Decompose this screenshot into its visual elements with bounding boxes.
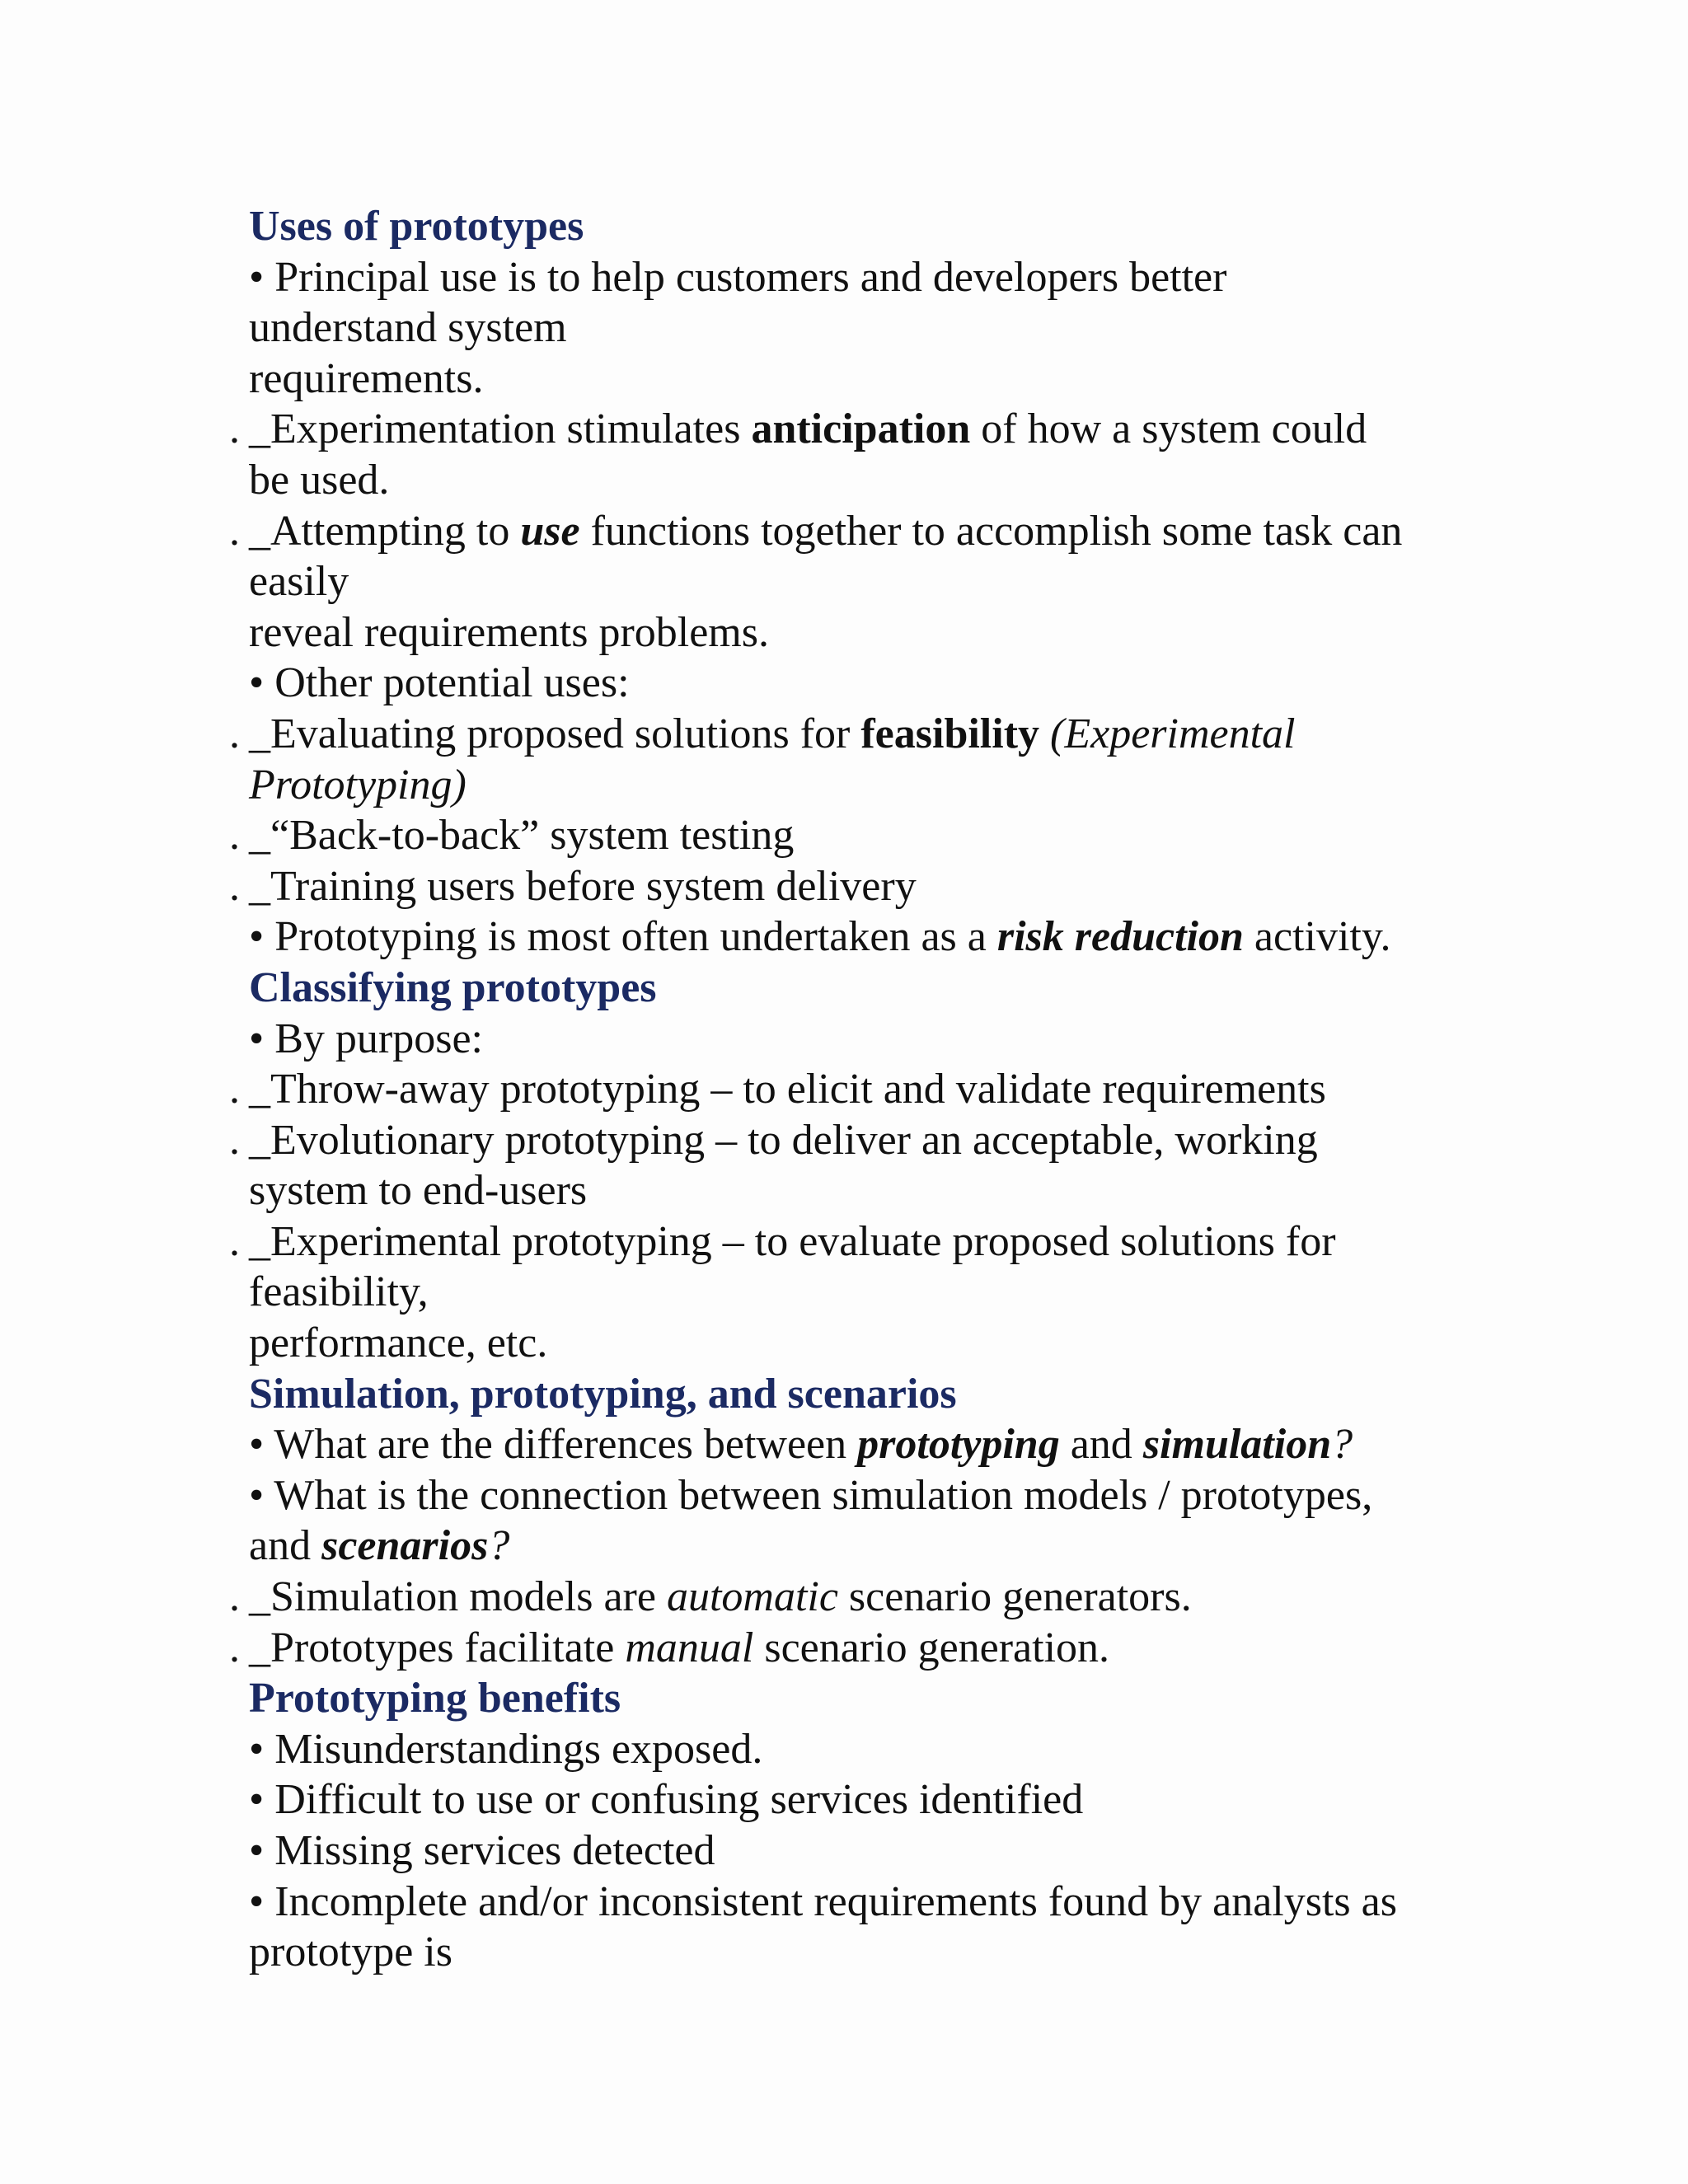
plain-text: reveal requirements problems. <box>249 608 769 656</box>
italic-text: Prototyping) <box>249 761 467 808</box>
text-line <box>249 1521 1452 1572</box>
emphasis-text: scenarios <box>321 1522 489 1570</box>
plain-text: requirements. <box>249 354 484 402</box>
list-marker: . <box>229 1217 240 1265</box>
text-line <box>229 1064 1452 1115</box>
text-line <box>249 760 1452 811</box>
text-line <box>249 1165 1452 1216</box>
plain-text: performance, etc. <box>249 1319 548 1367</box>
text-line <box>229 404 1452 455</box>
italic-text: ? <box>488 1522 510 1570</box>
list-marker: . <box>229 1116 240 1164</box>
text-line <box>249 1419 1452 1470</box>
plain-text: _“Back-to-back” system testing <box>249 812 795 860</box>
plain-text: • Principal use is to help customers and developers better <box>249 253 1227 301</box>
list-marker: . <box>229 507 240 555</box>
text-line <box>229 1572 1452 1623</box>
text-line <box>229 1623 1452 1674</box>
text-line <box>249 1877 1452 1928</box>
plain-text: system to end-users <box>249 1167 588 1215</box>
text-line <box>229 861 1452 912</box>
text-line <box>249 252 1452 303</box>
text-line <box>229 709 1452 760</box>
plain-text: • What is the connection between simulation models / prototypes, <box>249 1471 1373 1519</box>
section-heading: Classifying prototypes <box>249 963 657 1011</box>
list-marker: . <box>229 1066 240 1113</box>
bold-italic-span <box>321 1522 488 1569</box>
section <box>229 201 1452 963</box>
plain-text <box>1039 710 1050 757</box>
text-line <box>249 1318 1452 1369</box>
section-heading: Simulation, prototyping, and scenarios <box>249 1370 957 1418</box>
bold-italic-span <box>997 913 1244 960</box>
text-line <box>249 1014 1452 1065</box>
bold-italic-span <box>857 1421 1060 1468</box>
bold-text: anticipation <box>751 405 971 453</box>
bold-italic-span <box>520 508 579 555</box>
text-line <box>229 1216 1452 1268</box>
text-line <box>249 1774 1452 1825</box>
plain-text: activity. <box>1243 913 1391 961</box>
text-line <box>249 912 1452 963</box>
plain-text: easily <box>249 558 349 606</box>
section <box>249 1673 1452 1978</box>
text-line <box>249 354 1452 405</box>
plain-text: understand system <box>249 304 567 352</box>
plain-text: _Training users before system delivery <box>249 862 917 910</box>
plain-text: prototype is <box>249 1929 452 1976</box>
plain-text: _Throw-away prototyping – to elicit and validate requirements <box>249 1066 1326 1113</box>
bold-italic-span <box>1143 1421 1331 1468</box>
section <box>229 1369 1452 1674</box>
text-line <box>249 302 1452 354</box>
list-marker: . <box>229 862 240 910</box>
text-line <box>249 1267 1452 1318</box>
plain-text: functions together to accomplish some task can <box>579 507 1403 555</box>
plain-text: • Misunderstandings exposed. <box>249 1725 763 1773</box>
text-line <box>229 810 1452 861</box>
plain-text: • Missing services detected <box>249 1827 715 1874</box>
emphasis-text: use <box>520 507 580 555</box>
section <box>229 963 1452 1369</box>
italic-text: automatic <box>666 1573 838 1621</box>
text-line <box>249 1724 1452 1775</box>
plain-text: _Evolutionary prototyping – to deliver an acceptable, working <box>249 1116 1318 1164</box>
plain-text: and <box>1059 1421 1143 1469</box>
text-line <box>249 607 1452 658</box>
plain-text: _Experimentation stimulates <box>249 405 752 453</box>
bold-text: feasibility <box>860 710 1040 757</box>
emphasis-text: prototyping <box>857 1421 1060 1469</box>
list-marker: . <box>229 710 240 757</box>
plain-text: scenario generators. <box>837 1573 1192 1621</box>
plain-text: • Incomplete and/or inconsistent requirements found by analysts as <box>249 1877 1397 1925</box>
italic-text: manual <box>625 1624 754 1671</box>
plain-text: be used. <box>249 456 390 504</box>
plain-text: • Other potential uses: <box>249 659 630 707</box>
plain-text: feasibility, <box>249 1268 429 1316</box>
text-line <box>249 1470 1452 1521</box>
list-marker: . <box>229 812 240 860</box>
italic-text: (Experimental <box>1050 710 1296 757</box>
text-line <box>249 556 1452 607</box>
plain-text: _Attempting to <box>249 507 521 555</box>
italic-text: ? <box>1331 1421 1353 1469</box>
emphasis-text: simulation <box>1142 1421 1332 1469</box>
section-heading: Prototyping benefits <box>249 1675 621 1722</box>
plain-text: • Difficult to use or confusing services identified <box>249 1776 1084 1824</box>
text-line <box>229 1115 1452 1166</box>
list-marker: . <box>229 1624 240 1671</box>
document-body <box>229 201 1452 1978</box>
plain-text: _Evaluating proposed solutions for <box>249 710 861 757</box>
plain-text: _Prototypes facilitate <box>249 1624 626 1671</box>
plain-text: _Simulation models are <box>249 1573 667 1621</box>
text-line <box>229 506 1452 557</box>
text-line <box>249 1825 1452 1877</box>
list-marker: . <box>229 1573 240 1621</box>
plain-text: _Experimental prototyping – to evaluate proposed solutions for <box>249 1217 1336 1265</box>
plain-text: • Prototyping is most often undertaken as a <box>249 913 997 961</box>
text-line <box>249 455 1452 506</box>
list-marker: . <box>229 405 240 453</box>
plain-text: of how a system could <box>970 405 1367 453</box>
section-heading: Uses of prototypes <box>249 203 584 250</box>
plain-text: • What are the differences between <box>249 1421 858 1469</box>
plain-text: and <box>249 1522 322 1570</box>
emphasis-text: risk reduction <box>996 913 1244 961</box>
text-line <box>249 1927 1452 1978</box>
plain-text: scenario generation. <box>753 1624 1110 1671</box>
text-line <box>249 658 1452 709</box>
plain-text: • By purpose: <box>249 1015 483 1062</box>
